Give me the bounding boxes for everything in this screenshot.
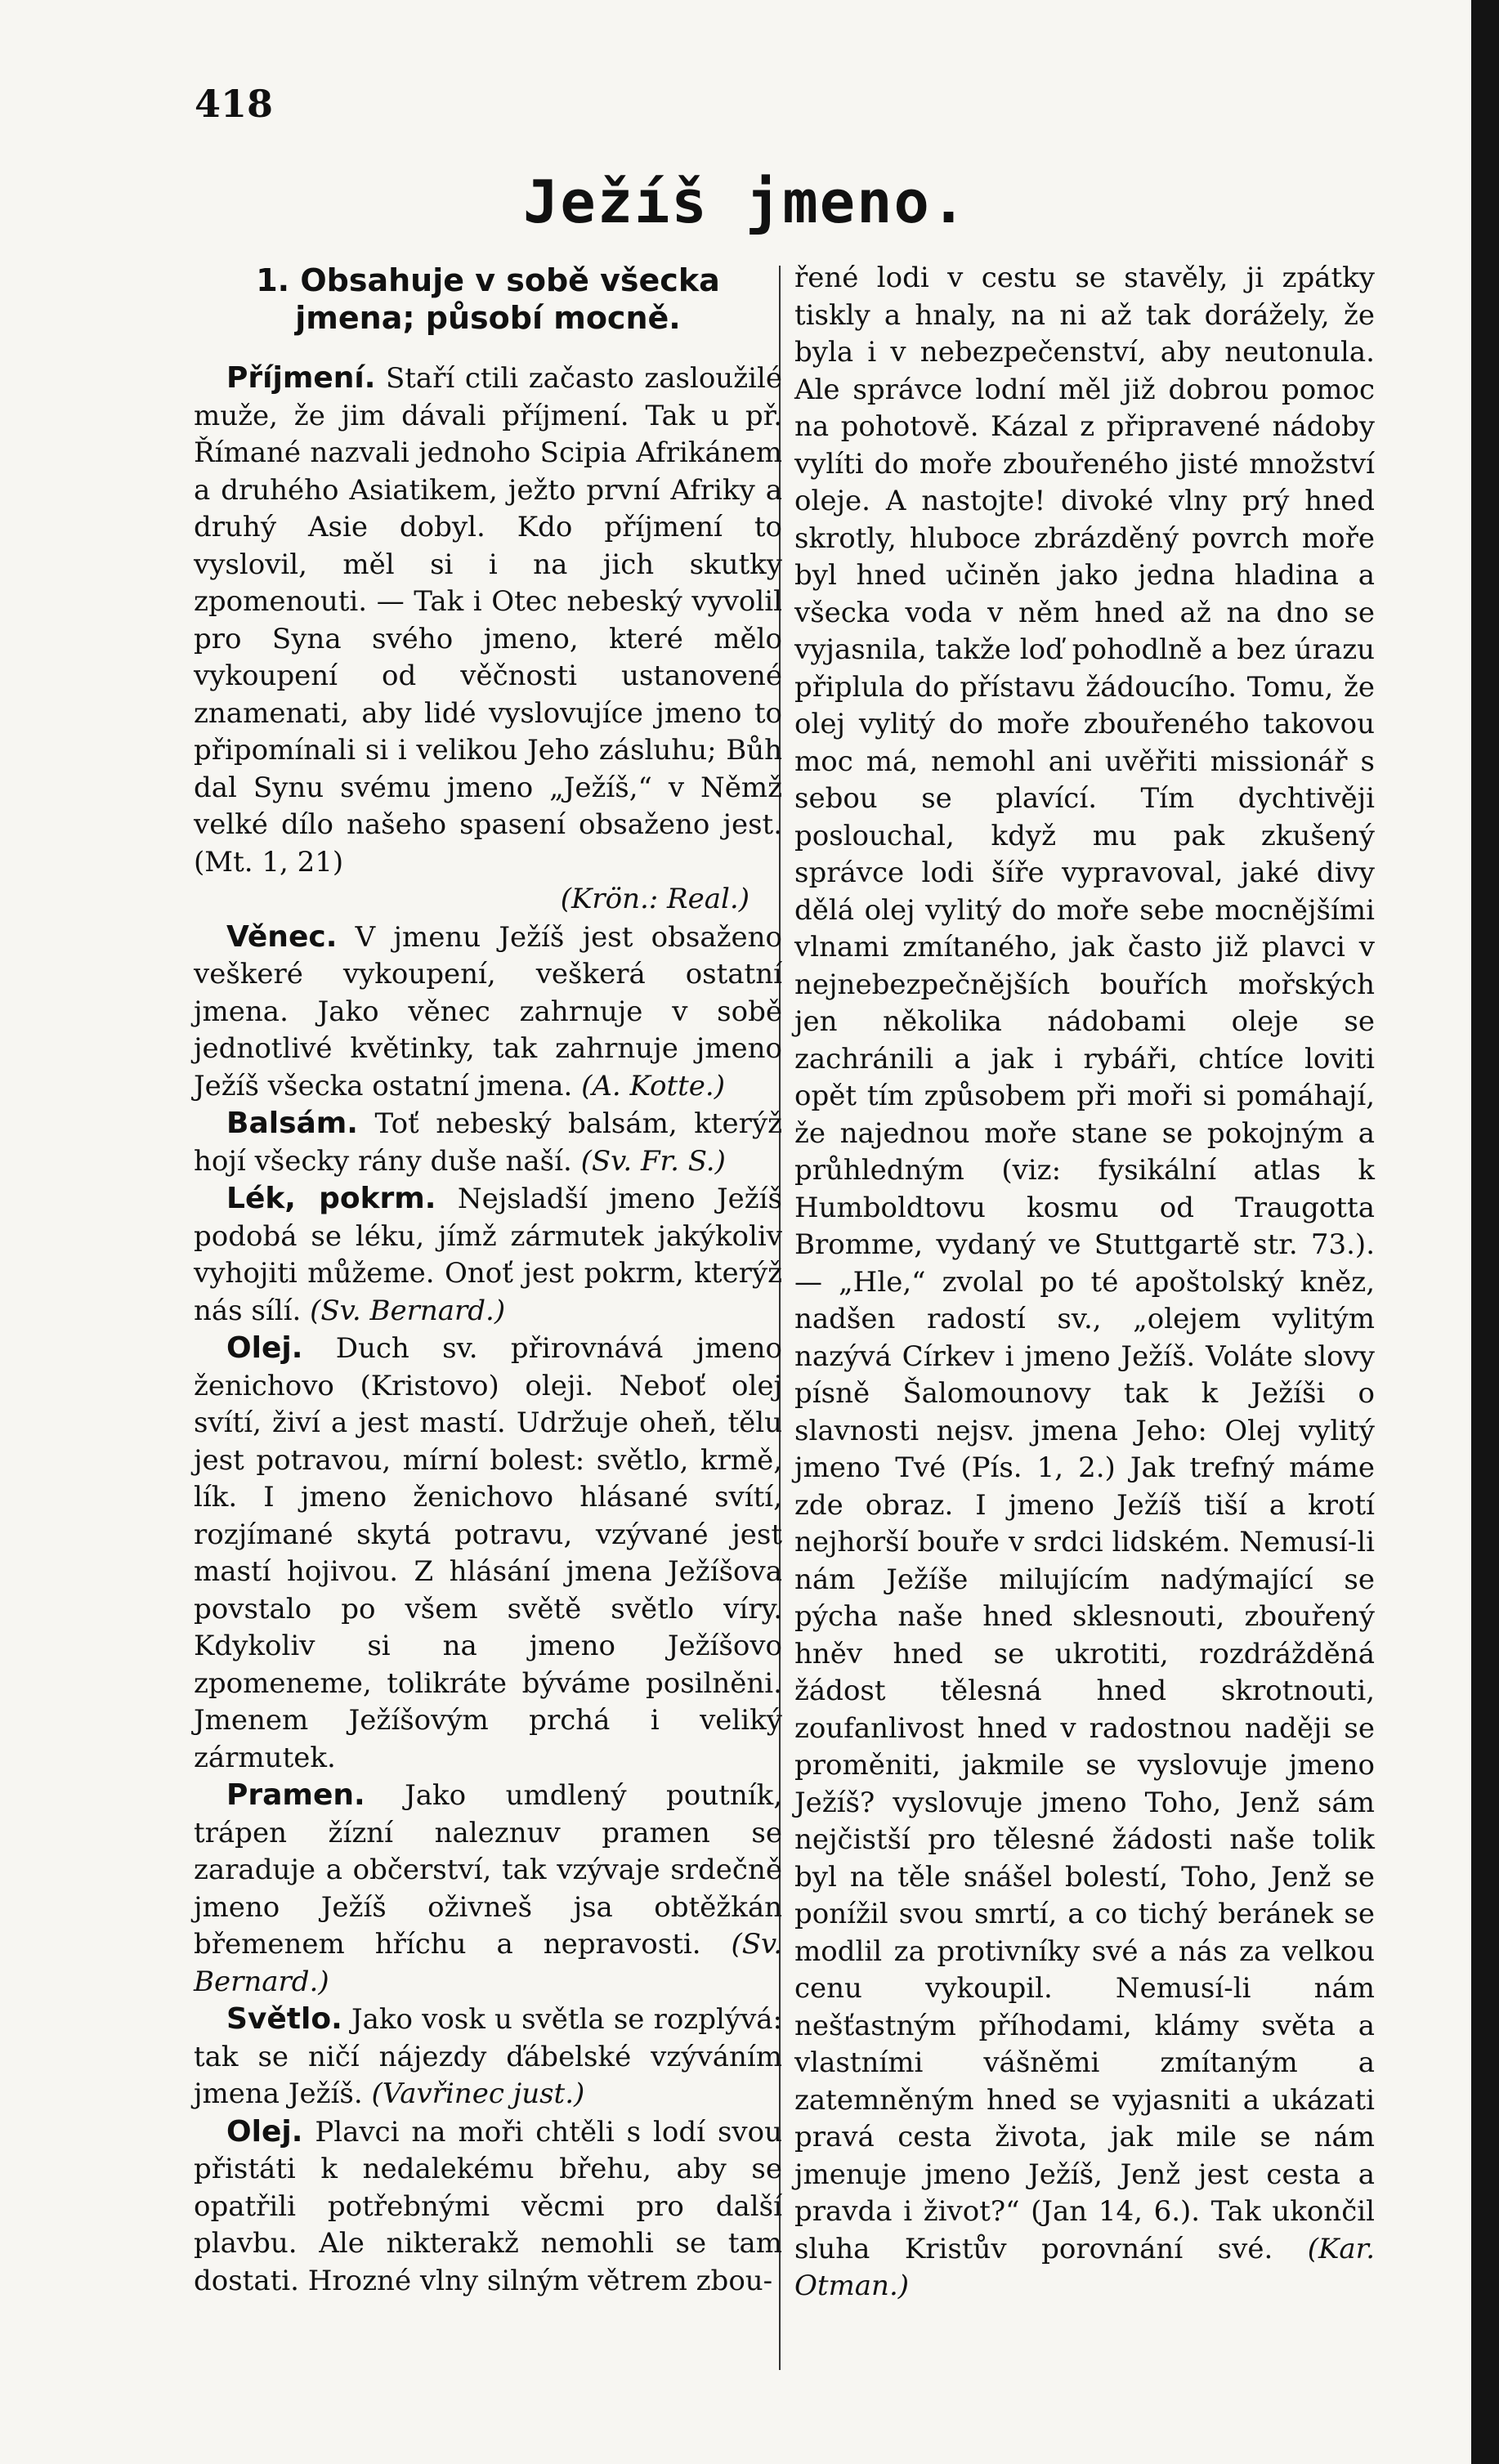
entry-citation: (Sv. Bernard.) [194, 1928, 783, 1998]
entry-citation: (Krön.: Real.) [560, 883, 750, 915]
continued-text [794, 260, 1375, 2305]
page-title: Ježíš jmeno. [523, 168, 969, 236]
body-text: řené lodi v cestu se stavěly, ji zpátky tiskly a hnaly, na ni až tak dorážely, že byla i v nebezpečenství, aby neutonula. Ale správce lodní měl již dobrou pomoc na pohotově. Kázal z připravené nádoby vylíti do moře zbouřeného jisté množství oleje. A nastojte! divoké vlny prý hned skrotly, hluboce zbrázděný povrch moře byl hned učiněn jako jedna hladina a všecka voda v něm hned až na dno se vyjasnila, takže loď pohodlně a bez úrazu připlula do přístavu žádoucího. Tomu, že olej vylitý do moře zbouřeného takovou moc má, nemohl ani uvěřiti missionář s sebou se plavící. Tím dychtivěji poslouchal, když mu pak zkušený správce lodi šíře vypravoval, jaké divy dělá olej vylitý do moře sebe mocnějšími vlnami zmítaného, jak často již plavci v nejnebezpečnějších bouřích mořských jen několika nádobami oleje se zachránili a jak i rybáři, chtíce loviti opět tím způsobem při moři si pomáhají, že najednou moře stane se pokojným a průhledným (viz: fysikální atlas k Humboldtovu kosmu od Traugotta Bromme, vydaný ve Stuttgartě str. 73.). — „Hle,“ zvolal po té apoštolský kněz, nadšen radostí sv., „olejem vylitým nazývá Církev i jmeno Ježíš. Voláte slovy písně Šalomounovy tak k Ježíši o slavnosti nejsv. jmena Jeho: Olej vylitý jmeno Tvé (Pís. 1, 2.) Jak trefný máme zde obraz. I jmeno Ježíš tiší a krotí nejhorší bouře v srdci lidském. Nemusí-li nám Ježíše milujícím nadýmající se pýcha naše hned sklesnouti, zbouřený hněv hned se ukrotiti, rozdrážděná žádost tělesná hned skrotnouti, zoufanlivost hned v radostnou naději se proměniti, jakmile se vyslovuje jmeno Ježíš? vyslovuje jmeno Toho, Jenž sám nejčistší pro tělesné žádosti naše tolik byl na těle snášel bolestí, Toho, Jenž se ponížil svou smrtí, a co tichý beránek se modlil za protivníky své a nás za velkou cenu vykoupil. Nemusí-li nám nešťastným příhodami, klámy světa a vlastními vášněmi zmítaným a zatemněným hned se vyjasniti a ukázati pravá cesta života, jak mile se nám jmenuje jmeno Ježíš, Jenž jest cesta a pravda i život?“ (Jan 14, 6.). Tak ukončil sluha Kristův porovnání své. [794, 262, 1375, 2265]
entry-prijmeni [194, 360, 782, 919]
left-column [194, 262, 782, 2300]
entry-balsam [194, 1105, 782, 1180]
entry-keyword: Světlo. [226, 2002, 342, 2036]
entry-citation: (Sv. Fr. S.) [580, 1144, 726, 1178]
entry-keyword: Lék, pokrm. [226, 1182, 436, 1215]
entry-venec [194, 919, 782, 1106]
page-number: 418 [195, 82, 274, 126]
entry-keyword: Pramen. [226, 1778, 365, 1812]
right-column [794, 260, 1375, 2305]
entry-text: V jmenu Ježíš jest obsaženo veškeré vykoupení, veškerá ostatní jmena. Jako věnec zahrnuje v sobě jednotlivé květinky, tak zahrnuje jmeno Ježíš všecka ostatní jmena. [194, 920, 782, 1102]
entry-citation: (A. Kotte.) [581, 1069, 726, 1102]
entry-text: Toť nebeský balsám, kterýž hojí všecky rány duše naší. [194, 1107, 782, 1178]
entry-keyword: Příjmení. [226, 361, 376, 395]
entry-citation: (Kar. Otman.) [794, 2232, 1375, 2302]
entry-keyword: Olej. [226, 1331, 303, 1365]
section-heading: 1. Obsahuje v sobě všecka jmena; působí mocně. [256, 262, 720, 336]
entry-olej-2 [194, 2113, 782, 2301]
entry-text: Duch sv. přirovnává jmeno ženichovo (Kristovo) oleji. Neboť olej svítí, živí a jest mastí. Udržuje oheň, tělu jest potravou, mírní bolest: světlo, krmě, lík. I jmeno ženichovo hlásané svítí, rozjímané skytá potravu, vzývané jest mastí hojivou. Z hlásání jmena Ježíšova povstalo po všem světě světlo víry. Kdykoliv si na jmeno Ježíšovo zpomeneme, tolikráte býváme posilněni. Jmenem Ježíšovým prchá i veliký zármutek. [194, 1332, 782, 1774]
entry-text: Jako umdlený poutník, trápen žízní naleznuv pramen se zaraduje a občerství, tak vzývaje srdečně jmeno Ježíš oživneš jsa obtěžkán břemenem hříchu a nepravosti. [194, 1779, 782, 1961]
entry-svetlo [194, 2001, 782, 2113]
entry-text: Plavci na moři chtěli s lodí svou přistáti k nedalekému břehu, aby se opatřili potřebnými věcmi pro další plavbu. Ale nikterakž nemohli se tam dostati. Hrozné vlny silným větrem zbou- [194, 2115, 782, 2297]
entry-text: Jako vosk u světla se rozplývá: tak se ničí nájezdy ďábelské vzýváním jmena Ježíš. [194, 2003, 782, 2110]
entry-pramen [194, 1777, 782, 2001]
entry-lek-pokrm [194, 1180, 782, 1330]
scan-edge [1471, 0, 1499, 2464]
entry-keyword: Věnec. [226, 919, 338, 954]
entry-keyword: Olej. [226, 2114, 303, 2149]
entry-text: Nejsladší jmeno Ježíš podobá se léku, jímž zármutek jakýkoliv vyhojiti můžeme. Onoť jest pokrm, kterýž nás sílí. [194, 1183, 783, 1327]
entry-olej-1 [194, 1330, 782, 1777]
entry-text: Staří ctili začasto zasloužilé muže, že jim dávali příjmení. Tak u př. Římané nazvali jednoho Scipia Afrikánem a druhého Asiatikem, ježto první Afriky a druhý Asie dobyl. Kdo příjmení to vyslovil, měl si i na jich skutky zpomenouti. — Tak i Otec nebeský vyvolil pro Syna svého jmeno, které mělo vykoupení od věčnosti ustanovené znamenati, aby lidé vyslovujíce jmeno to připomínali si i velikou Jeho zásluhu; Bůh dal Synu svému jmeno „Ježíš,“ v Němž velké dílo našeho spasení obsaženo jest. (Mt. 1, 21) [194, 362, 782, 879]
entry-citation: (Sv. Bernard.) [310, 1294, 506, 1327]
entry-keyword: Balsám. [226, 1107, 358, 1140]
entry-citation: (Vavřinec just.) [371, 2077, 585, 2110]
